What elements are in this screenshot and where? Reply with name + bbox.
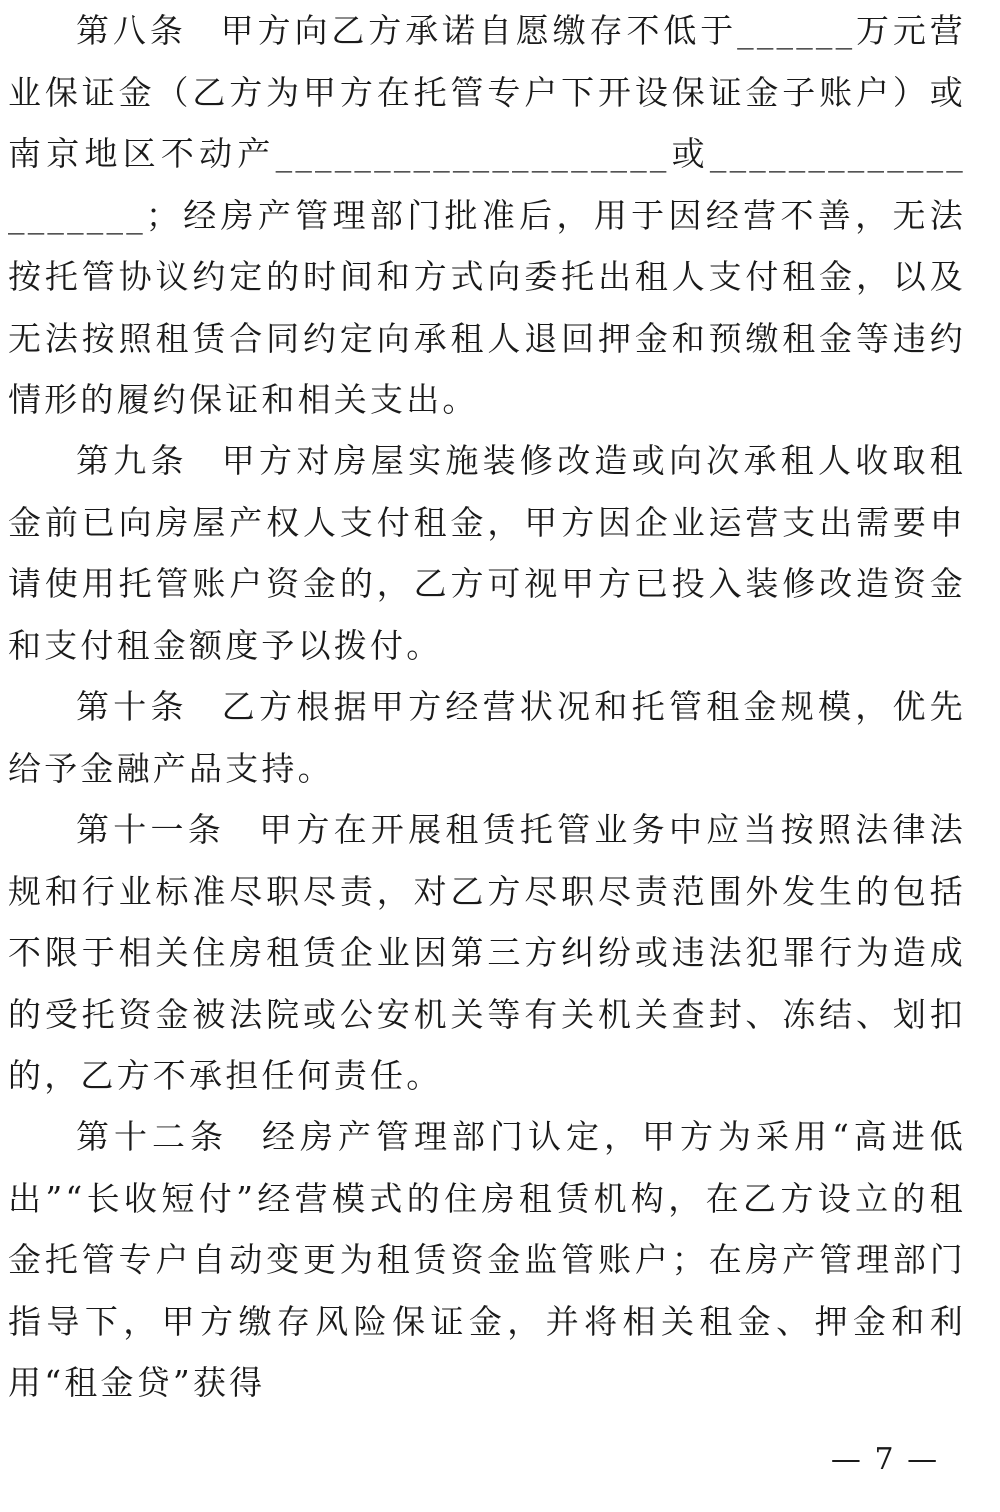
article-11-number: 第十一条 (76, 810, 226, 849)
article-10-text: 乙方根据甲方经营状况和托管租金规模，优先给予金融产品支持。 (8, 687, 966, 788)
article-12-number: 第十二条 (76, 1117, 228, 1156)
article-12-text: 经房产管理部门认定，甲方为采用“高进低出”“长收短付”经营模式的住房租赁机构，在乙方设立的租金托管专户自动变更为租赁资金监管账户；在房产管理部门指导下，甲方缴存风险保证金，并将相关租金、押金和利用“租金贷”获得 (8, 1117, 967, 1402)
article-9-number: 第九条 (76, 441, 188, 480)
article-10 (8, 676, 966, 799)
article-11-text: 甲方在开展租赁托管业务中应当按照法律法规和行业标准尽职尽责，对乙方尽职尽责范围外发生的包括不限于相关住房租赁企业因第三方纠纷或违法犯罪行为造成的受托资金被法院或公安机关等有关机关查封、冻结、划扣的，乙方不承担任何责任。 (8, 810, 966, 1095)
article-9-text: 甲方对房屋实施装修改造或向次承租人收取租金前已向房屋产权人支付租金，甲方因企业运营支出需要申请使用托管账户资金的，乙方可视甲方已投入装修改造资金和支付租金额度予以拨付。 (8, 441, 966, 665)
article-9 (8, 430, 966, 676)
article-8-text: 甲方向乙方承诺自愿缴存不低于______万元营业保证金（乙方为甲方在托管专户下开设保证金子账户）或南京地区不动产____________________或____________________；经房产管理部门批准后，用于因经营不善，无法按托管协议约定的时间和方式向委托出租人支付租金，以及无法按照租赁合同约定向承租人退回押金和预缴租金等违约情形的履约保证和相关支出。 (8, 11, 966, 419)
article-8-number: 第八条 (76, 11, 187, 50)
article-10-number: 第十条 (76, 687, 188, 726)
article-8 (8, 0, 966, 431)
article-12 (8, 1106, 966, 1414)
article-11 (8, 799, 966, 1107)
page-number: — 7 — (830, 1442, 940, 1477)
